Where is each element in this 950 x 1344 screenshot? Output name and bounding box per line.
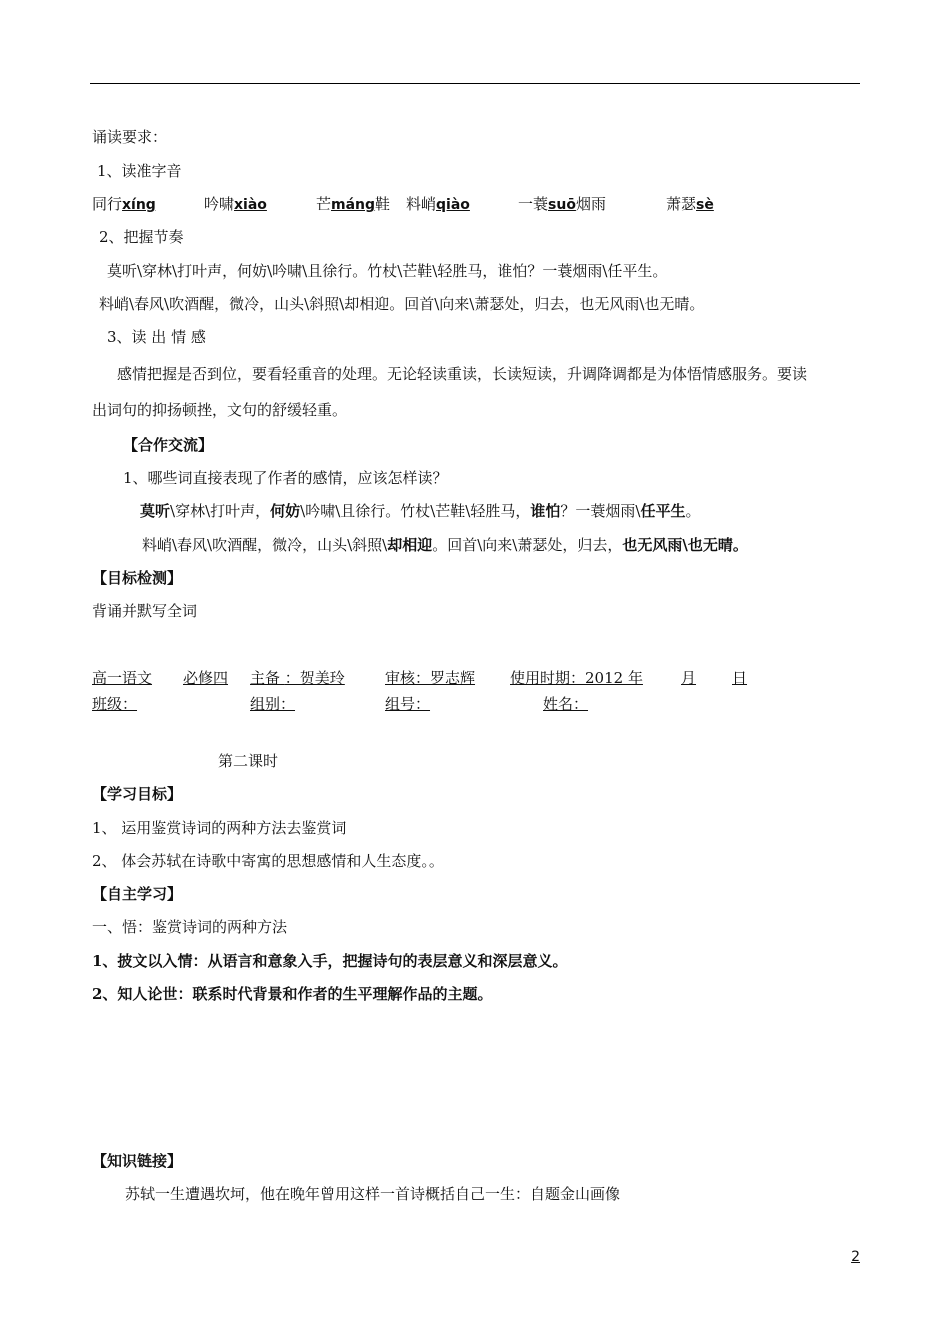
pron-item: 一蓑suō烟雨	[518, 195, 606, 213]
goal-check-heading: 【目标检测】	[92, 569, 183, 587]
pronunciation-row	[92, 194, 872, 214]
name-field: 姓名：	[543, 695, 589, 713]
month: 月	[681, 669, 697, 687]
knowledge-text: 苏轼一生遭遇坎坷，他在晚年曾用这样一首诗概括自己一生：自题金山画像	[125, 1185, 621, 1203]
rhythm-line-1: 莫听\穿林\打叶声，何妨\吟啸\且徐行。竹杖\芒鞋\轻胜马，谁怕？一蓑烟雨\任平生。	[107, 262, 668, 280]
page-number: 2	[851, 1249, 860, 1265]
pron-item: 吟啸xiào	[204, 195, 267, 213]
group-no-field: 组号：	[385, 695, 431, 713]
method-title: 一、悟：鉴赏诗词的两种方法	[92, 918, 288, 936]
pron-item: 萧瑟sè	[666, 195, 714, 213]
objective-2: 2、 体会苏轼在诗歌中寄寓的思想感情和人生态度。。	[92, 852, 444, 870]
emotion-words-line-2: 料峭\春风\吹酒醒，微冷，山头\斜照\却相迎。回首\向来\萧瑟处，归去，也无风雨\也无晴。	[142, 536, 748, 554]
subject: 高一语文	[92, 669, 153, 687]
class-field: 班级：	[92, 695, 138, 713]
method-2: 2、知人论世：联系时代背景和作者的生平理解作品的主题。	[92, 985, 493, 1003]
item-pronunciation: 1、读准字音	[97, 162, 182, 180]
pron-item: 同行xíng	[92, 195, 156, 213]
emotion-words-line-1: 莫听\穿林\打叶声，何妨\吟啸\且徐行。竹杖\芒鞋\轻胜马，谁怕？一蓑烟雨\任平生。	[140, 502, 701, 520]
reviewer: 审核：罗志辉	[385, 669, 476, 687]
day: 日	[732, 669, 748, 687]
emotion-para-2: 出词句的抑扬顿挫，文句的舒缓轻重。	[92, 401, 348, 419]
goal-check-task: 背诵并默写全词	[92, 602, 198, 620]
worksheet-info-row-2	[92, 694, 872, 714]
period: 使用时期：2012 年	[510, 669, 643, 687]
method-1: 1、披文以入情：从语言和意象入手，把握诗句的表层意义和深层意义。	[92, 952, 568, 970]
rhythm-line-2: 料峭\春风\吹酒醒，微冷，山头\斜照\却相迎。回首\向来\萧瑟处，归去，也无风雨\也无晴。	[99, 295, 705, 313]
objective-1: 1、 运用鉴赏诗词的两种方法去鉴赏词	[92, 819, 347, 837]
reading-requirements: 诵读要求：	[92, 128, 168, 146]
cooperation-heading: 【合作交流】	[123, 436, 214, 454]
objectives-heading: 【学习目标】	[92, 785, 183, 803]
book: 必修四	[183, 669, 229, 687]
emotion-para-1: 感情把握是否到位，要看轻重音的处理。无论轻读重读，长读短读，升调降调都是为体悟情感服务。要读	[117, 365, 808, 383]
item-rhythm: 2、把握节奏	[99, 228, 184, 246]
pron-item: 料峭qiào	[406, 195, 470, 213]
worksheet-info-row-1	[92, 668, 872, 688]
lesson-title: 第二课时	[218, 752, 279, 770]
self-study-heading: 【自主学习】	[92, 885, 183, 903]
knowledge-heading: 【知识链接】	[92, 1152, 183, 1170]
item-emotion: 3、读 出 情 感	[107, 328, 206, 346]
pron-item: 芒máng鞋	[316, 195, 391, 213]
author: 主备 ：贺美玲	[250, 669, 345, 687]
group-field: 组别：	[250, 695, 296, 713]
cooperation-question: 1、哪些词直接表现了作者的感情，应该怎样读？	[123, 469, 448, 487]
header-rule	[90, 83, 860, 84]
